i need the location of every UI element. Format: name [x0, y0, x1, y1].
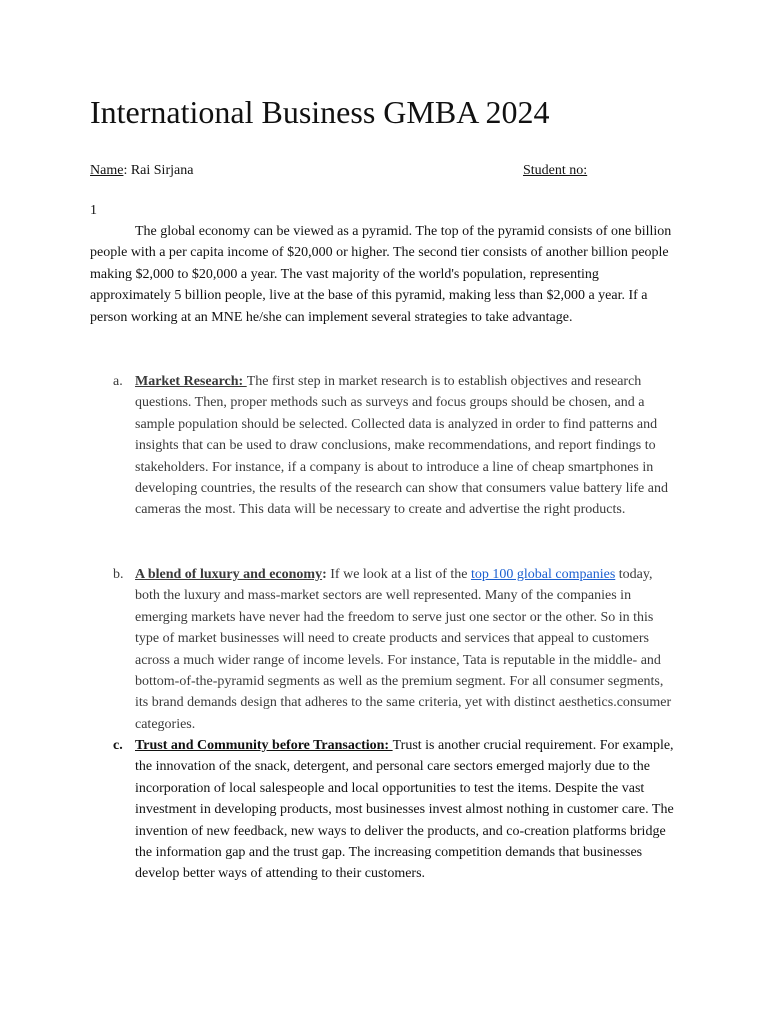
- question-number: 1: [90, 203, 97, 218]
- list-marker: b.: [113, 567, 124, 582]
- item-text: The first step in market research is to establish objectives and research questions. Then, proper methods such as surveys and focus groups should be chosen, and a sample population should be selected. Collected data is analyzed in order to find patterns and insights that can be used to draw conclusions, make recommendations, and report findings to stakeholders. For instance, if a company is about to introduce a line of cheap smartphones in developing countries, the results of the research can show that consumers value battery life and cameras the most. This data will be necessary to create and advertise the right products.: [135, 374, 668, 518]
- name-label: Name: [90, 163, 124, 178]
- item-heading: Trust and Community before Transaction:: [135, 738, 393, 753]
- item-text-before-link: If we look at a list of the: [326, 567, 472, 582]
- intro-paragraph: The global economy can be viewed as a pyramid. The top of the pyramid consists of one billion people with a per capita income of $20,000 or higher. The second tier consists of another billion people making $2,000 to $20,000 a year. The vast majority of the world's population, representing approximately 5 billion people, live at the base of this pyramid, making less than $2,000 a year. If a person working at an MNE he/she can implement several strategies to take advantage.: [90, 224, 672, 325]
- list-item-body: [135, 564, 678, 735]
- item-heading: A blend of luxury and economy: [135, 567, 323, 582]
- global-companies-link[interactable]: top 100 global companies: [471, 567, 616, 582]
- student-number-line: [523, 162, 587, 180]
- name-line: [90, 162, 193, 180]
- item-text: Trust is another crucial requirement. For example, the innovation of the snack, detergent, and personal care sectors emerged majorly due to the incorporation of local salespeople and local opportunities to test the items. Despite the vast investment in developing products, most businesses invest almost nothing in customer care. The invention of new feedback, new ways to deliver the products, and co-creation platforms bridge the information gap and the trust gap. The increasing competition demands that businesses develop better ways of attending to their customers.: [135, 738, 674, 882]
- list-item-body: [135, 735, 678, 885]
- item-text-after-link: today, both the luxury and mass-market sectors are well represented. Many of the companies in emerging markets have never had the freedom to serve just one sector or the other. So in this type of market businesses will need to create products and services that appeal to customers across a much wider range of income levels. For instance, Tata is reputable in the middle- and bottom-of-the-pyramid segments as well as the premium segment. For all consumer segments, its brand demands design that adheres to the same criteria, yet with distinct aesthetics.consumer categories.: [135, 567, 672, 732]
- document-title: International Business GMBA 2024: [90, 94, 550, 130]
- list-marker: a.: [113, 374, 123, 389]
- item-heading: Market Research:: [135, 374, 247, 389]
- list-marker: c.: [113, 738, 123, 753]
- list-item-body: [135, 371, 678, 521]
- item-heading-suffix: :: [322, 567, 327, 582]
- name-value: : Rai Sirjana: [123, 163, 194, 178]
- student-number-label: Student no:: [523, 163, 588, 178]
